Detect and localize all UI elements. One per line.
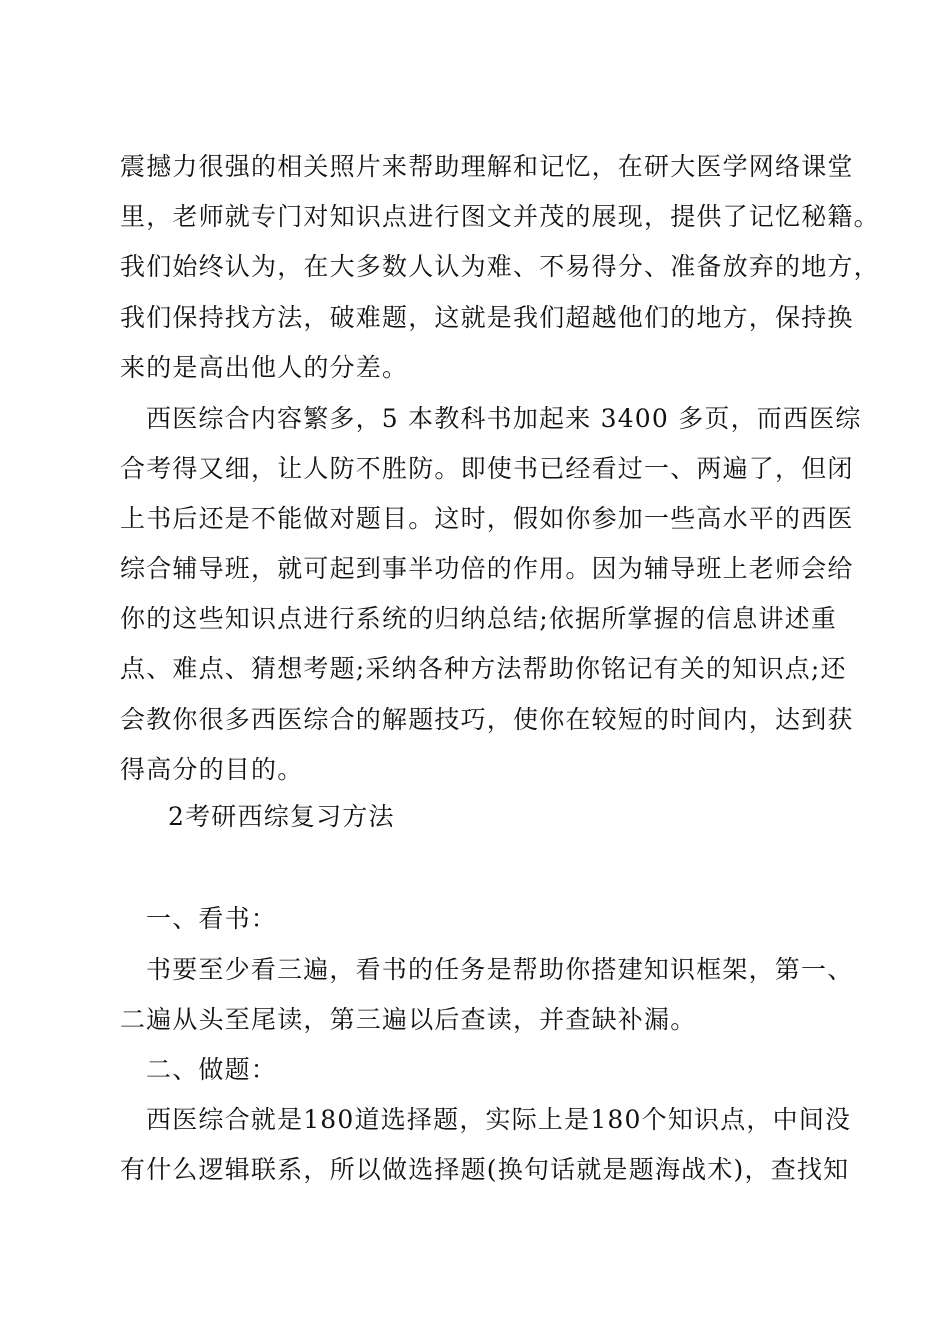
- section-heading: 2考研西综复习方法: [168, 802, 395, 831]
- text-line: 会教你很多西医综合的解题技巧，使你在较短的时间内，达到获: [120, 705, 854, 734]
- text-line: 上书后还是不能做对题目。这时，假如你参加一些高水平的西医: [120, 504, 854, 533]
- text-line: 二遍从头至尾读，第三遍以后查读，并查缺补漏。: [120, 1005, 697, 1034]
- text-line: 点、难点、猜想考题;采纳各种方法帮助你铭记有关的知识点;还: [120, 654, 847, 683]
- text-line: 西医综合内容繁多，5 本教科书加起来 3400 多页，而西医综: [146, 404, 862, 433]
- text-line: 西医综合就是180道选择题，实际上是180个知识点，中间没: [146, 1105, 852, 1134]
- text-line: 来的是高出他人的分差。: [120, 353, 409, 382]
- text-line: 震撼力很强的相关照片来帮助理解和记忆，在研大医学网络课堂: [120, 152, 854, 181]
- text-line: 我们保持找方法，破难题，这就是我们超越他们的地方，保持换: [120, 303, 854, 332]
- text-line: 里，老师就专门对知识点进行图文并茂的展现，提供了记忆秘籍。: [120, 202, 880, 231]
- text-line: 我们始终认为，在大多数人认为难、不易得分、准备放弃的地方，: [120, 252, 880, 281]
- subheading: 一、看书：: [146, 904, 278, 933]
- text-line: 得高分的目的。: [120, 755, 304, 784]
- text-line: 你的这些知识点进行系统的归纳总结;依据所掌握的信息讲述重: [120, 604, 838, 633]
- text-line: 综合辅导班，就可起到事半功倍的作用。因为辅导班上老师会给: [120, 554, 854, 583]
- text-line: 合考得又细，让人防不胜防。即使书已经看过一、两遍了，但闭: [120, 454, 854, 483]
- text-line: 书要至少看三遍，看书的任务是帮助你搭建知识框架，第一、: [146, 955, 854, 984]
- subheading: 二、做题：: [146, 1055, 278, 1084]
- text-line: 有什么逻辑联系，所以做选择题(换句话就是题海战术)，查找知: [120, 1155, 850, 1184]
